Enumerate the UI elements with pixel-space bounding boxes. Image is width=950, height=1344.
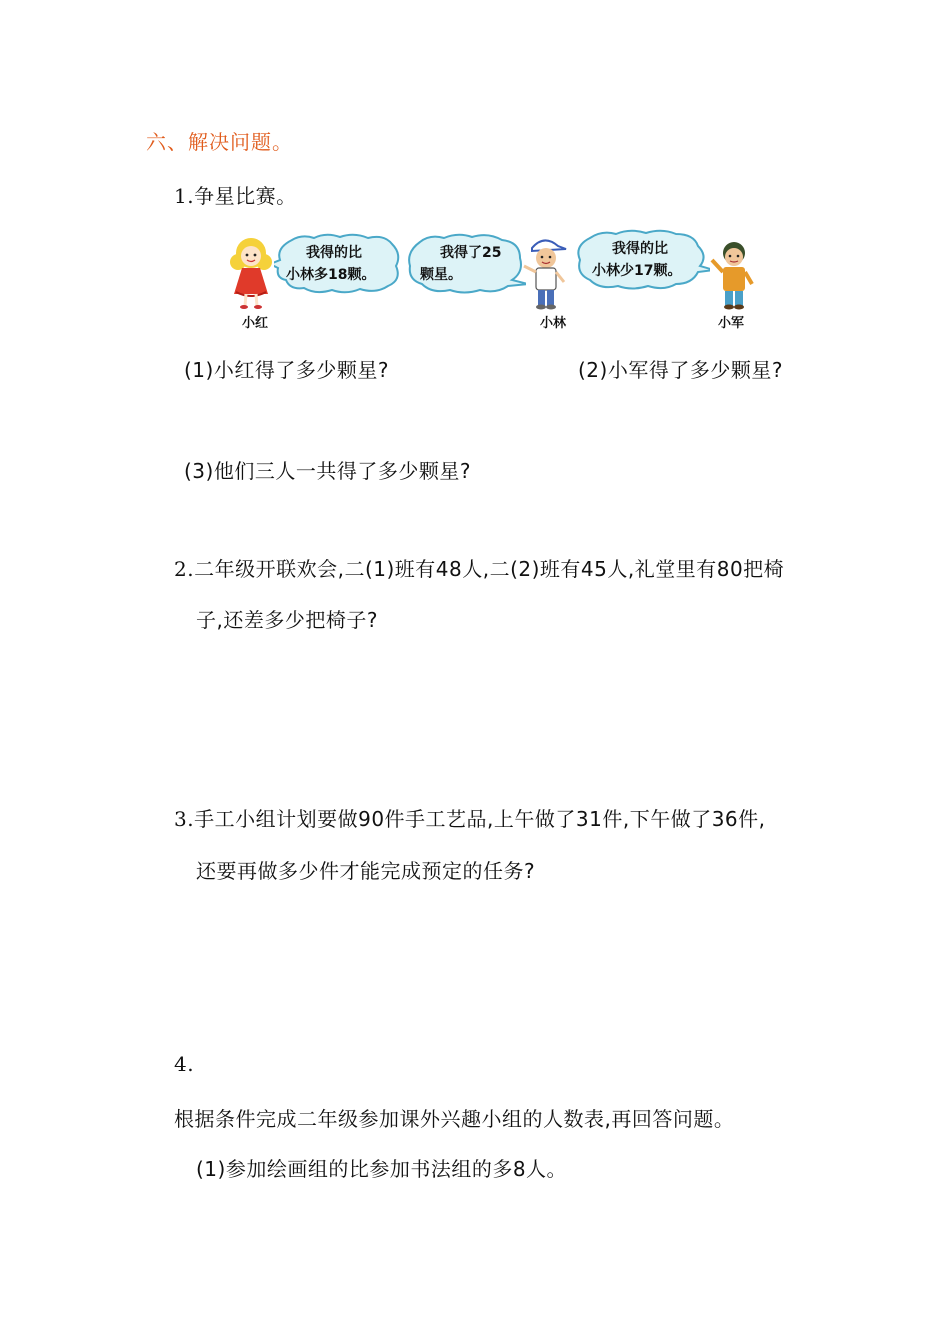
question-4-intro: 根据条件完成二年级参加课外兴趣小组的人数表,再回答问题。 xyxy=(174,1107,735,1131)
question-2-number: 2. xyxy=(174,557,195,581)
question-1-sub-3: (3)他们三人一共得了多少颗星? xyxy=(184,459,471,483)
bubble-xiaohong-line2: 小林多18颗。 xyxy=(286,267,376,283)
speech-bubble-xiaolin xyxy=(406,232,526,296)
bubble-xiaojun-line2: 小林少17颗。 xyxy=(592,263,682,279)
question-3-number: 3. xyxy=(174,807,195,831)
question-2-line-1 xyxy=(174,553,784,582)
speech-bubble-xiaojun xyxy=(574,228,710,292)
question-3-text-1: 手工小组计划要做90件手工艺品,上午做了31件,下午做了36件, xyxy=(194,807,766,831)
speech-bubble-xiaohong xyxy=(274,232,404,296)
section-title: 六、解决问题。 xyxy=(146,130,293,154)
question-3-line-2: 还要再做多少件才能完成预定的任务? xyxy=(196,859,536,883)
question-3-line-1 xyxy=(174,803,766,832)
label-xiaohong: 小红 xyxy=(242,316,269,331)
bubble-xiaolin-line1: 我得了25 xyxy=(440,245,502,261)
question-4-number: 4. xyxy=(174,1052,195,1076)
question-1-text: 争星比赛。 xyxy=(194,184,297,208)
star-contest-illustration xyxy=(222,226,762,336)
label-xiaolin: 小林 xyxy=(540,316,567,331)
question-1-number: 1. xyxy=(174,184,195,208)
question-1-title xyxy=(174,180,297,209)
boy-with-cap-figure xyxy=(524,240,566,309)
question-1-sub-2: (2)小军得了多少颗星? xyxy=(578,358,783,382)
boy-figure xyxy=(712,242,752,310)
bubble-xiaohong-line1: 我得的比 xyxy=(306,245,362,261)
bubble-xiaolin-line2: 颗星。 xyxy=(420,267,462,283)
question-2-line-2: 子,还差多少把椅子? xyxy=(196,608,378,632)
question-4-sub-1: (1)参加绘画组的比参加书法组的多8人。 xyxy=(196,1157,568,1181)
bubble-xiaojun-line1: 我得的比 xyxy=(612,241,668,257)
question-1-sub-1: (1)小红得了多少颗星? xyxy=(184,358,389,382)
girl-figure xyxy=(230,238,272,309)
label-xiaojun: 小军 xyxy=(718,316,745,331)
question-2-text-1: 二年级开联欢会,二(1)班有48人,二(2)班有45人,礼堂里有80把椅 xyxy=(194,557,785,581)
